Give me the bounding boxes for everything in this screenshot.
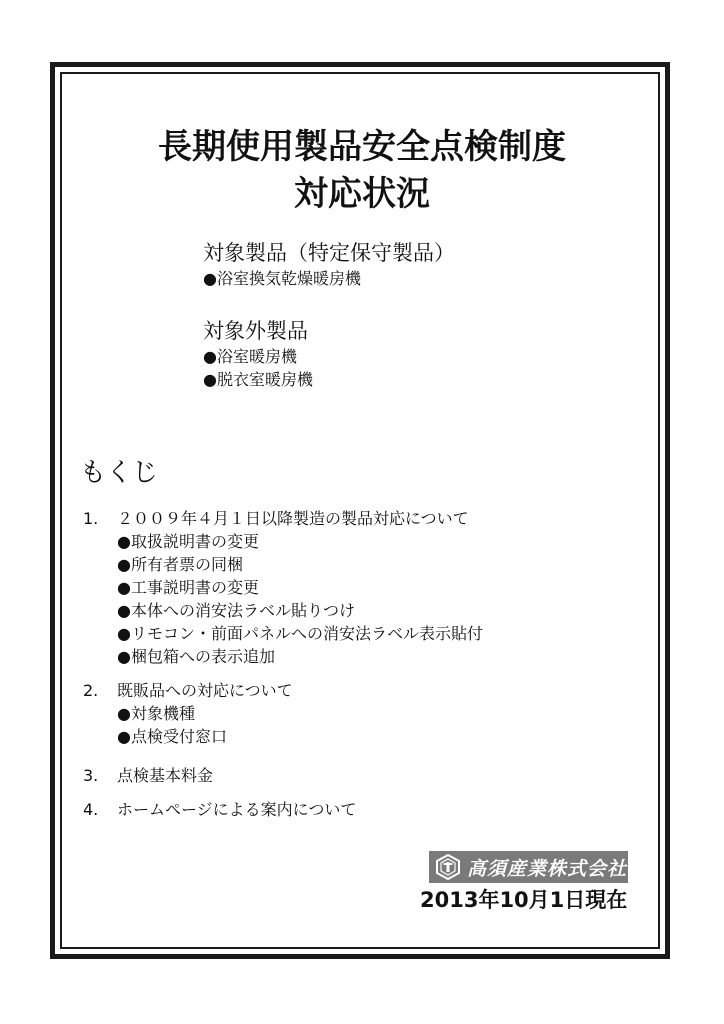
toc-section-1 (83, 508, 469, 530)
company-emblem-icon (435, 854, 461, 880)
toc-section-title: ホームページによる案内について (117, 800, 357, 819)
toc-section-number: 4. (83, 800, 99, 819)
page-title-line-1: 長期使用製品安全点検制度 (158, 127, 566, 167)
toc-section-number: 2. (83, 681, 99, 700)
toc-section-number: 1. (83, 509, 99, 528)
toc-item: ●対象機種 (117, 704, 195, 723)
excluded-product-item: ●浴室暖房機 (203, 347, 297, 366)
excluded-products-heading: 対象外製品 (203, 319, 308, 343)
toc-item: ●本体への消安法ラベル貼りつけ (117, 601, 355, 620)
toc-section-2 (83, 680, 293, 702)
toc-heading: もくじ (80, 458, 159, 488)
excluded-product-item: ●脱衣室暖房機 (203, 370, 313, 389)
page-title-line-2: 対応状況 (294, 174, 430, 214)
toc-item: ●梱包箱への表示追加 (117, 647, 275, 666)
toc-section-4 (83, 799, 356, 821)
toc-section-number: 3. (83, 766, 99, 785)
toc-section-title: 点検基本料金 (117, 766, 214, 785)
company-name: 高須産業株式会社 (467, 857, 628, 880)
target-products-heading: 対象製品（特定保守製品） (203, 241, 455, 265)
toc-item: ●工事説明書の変更 (117, 578, 259, 597)
toc-item: ●取扱説明書の変更 (117, 532, 259, 551)
toc-section-3 (83, 765, 213, 787)
toc-section-title: 既販品への対応について (117, 681, 293, 700)
as-of-date: 2013年10月1日現在 (420, 888, 628, 912)
company-logo (429, 851, 628, 883)
toc-item: ●リモコン・前面パネルへの消安法ラベル表示貼付 (117, 624, 483, 643)
target-product-item: ●浴室換気乾燥暖房機 (203, 269, 361, 288)
toc-item: ●点検受付窓口 (117, 727, 227, 746)
toc-item: ●所有者票の同梱 (117, 555, 243, 574)
toc-section-title: ２００９年４月１日以降製造の製品対応について (117, 509, 469, 528)
